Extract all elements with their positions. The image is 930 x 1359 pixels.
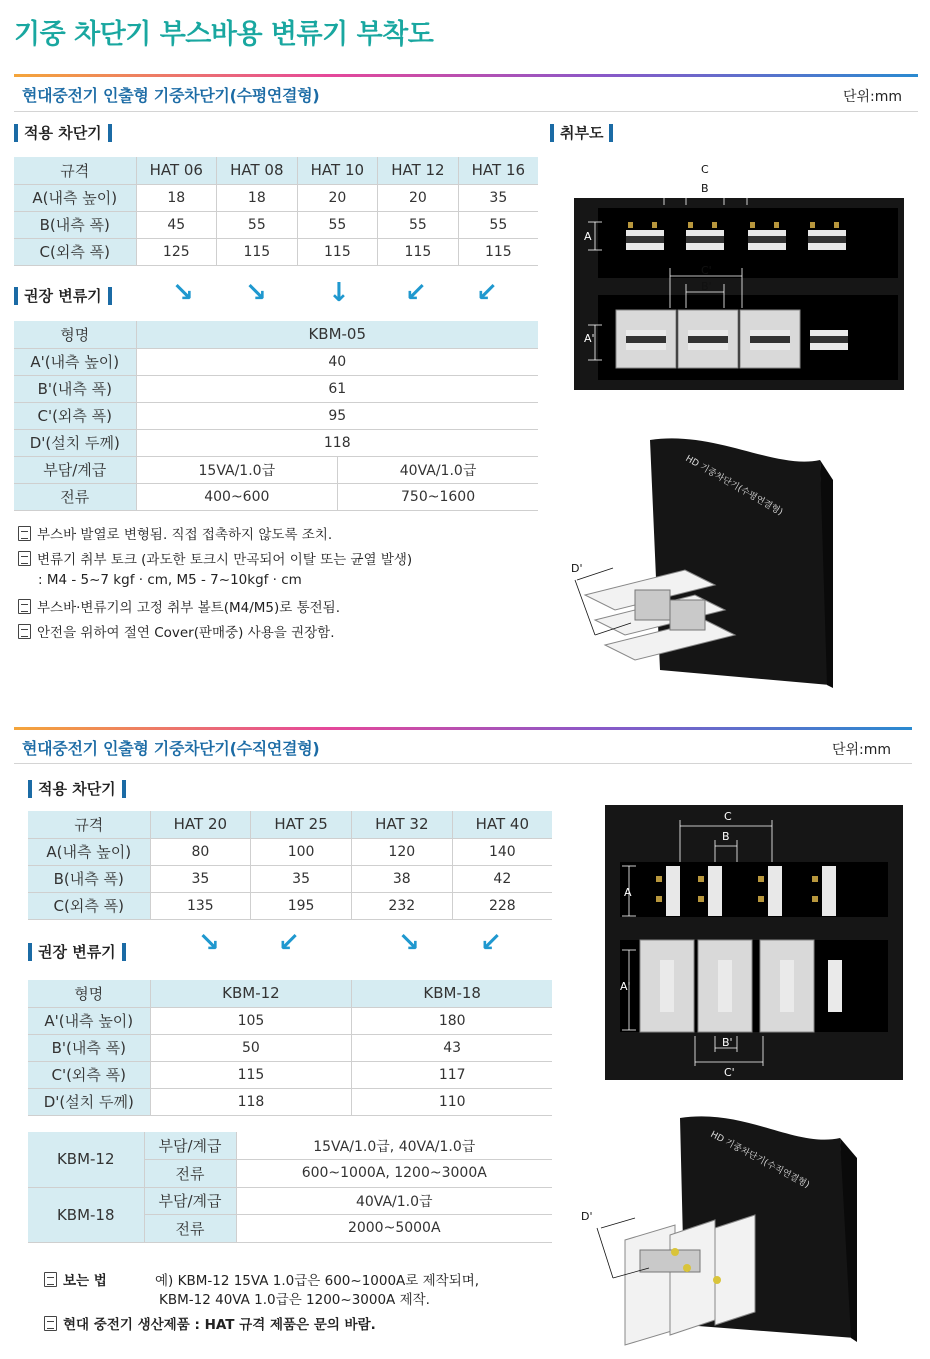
section1-title: 현대중전기 인출형 기중차단기(수평연결형): [22, 86, 320, 105]
section2-title: 현대중전기 인출형 기중차단기(수직연결형): [22, 739, 320, 758]
note-hat: 현대 중전기 생산제품 : HAT 규격 제품은 문의 바람.: [44, 1313, 376, 1333]
section1-install-front-view: [560, 160, 910, 395]
note-icon: [44, 1316, 57, 1331]
section2-install-iso-view: [575, 1100, 910, 1355]
note-icon: [44, 1272, 57, 1287]
note-example-line2: KBM-12 40VA 1.0급은 1200~3000A 제작.: [159, 1292, 430, 1308]
section2-install-front-view: [600, 800, 910, 1085]
note-item: 안전을 위하여 절연 Cover(판매중) 사용을 권장함.: [18, 621, 335, 641]
dim-b: B: [701, 182, 709, 195]
section2-unit: 단위:mm: [832, 742, 892, 758]
arrow-down-right-icon: ↘: [398, 928, 420, 958]
dim-c: C: [701, 163, 709, 176]
arrow-down-left-icon: ↙: [480, 928, 502, 958]
section2-divider: [14, 727, 912, 730]
note-torque: : M4 - 5~7 kgf · cm, M5 - 7~10kgf · cm: [38, 572, 302, 588]
arrow-down-left-icon: ↙: [405, 278, 427, 308]
dim-a: A: [584, 230, 592, 243]
section1-breaker-heading: 적용 차단기: [8, 122, 118, 143]
note-icon: [18, 624, 31, 639]
section2-spec-table: KBM-12 부담/계급 15VA/1.0급, 40VA/1.0급 전류 600~1000A, 1200~3000A KBM-18 부담/계급 40VA/1.0급 전류 2000~5000A: [28, 1132, 552, 1243]
arrow-down-left-icon: ↙: [476, 278, 498, 308]
dim-a-prime: A': [620, 980, 631, 993]
dim-d-prime: D': [571, 562, 583, 575]
arrow-down-icon: ↓: [328, 278, 350, 308]
dim-c: C: [724, 810, 732, 823]
section1-install-iso-view: [565, 420, 895, 690]
note-example: 보는 법 예) KBM-12 15VA 1.0급은 600~1000A로 제작되며,: [44, 1269, 479, 1289]
section1-divider: [14, 74, 918, 77]
note-icon: [18, 551, 31, 566]
dim-c-prime: C': [724, 1066, 735, 1079]
dim-b-prime: B': [701, 280, 712, 293]
arrow-down-left-icon: ↙: [278, 928, 300, 958]
nameplate-text: HD 기중차단기(수직연결형): [708, 1129, 811, 1191]
dim-c-prime: C': [701, 264, 712, 277]
dim-b: B: [722, 830, 730, 843]
note-item: 변류기 취부 토크 (과도한 토크시 만곡되어 이탈 또는 균열 발생): [18, 548, 412, 568]
section2-ct-table: 형명 KBM-12 KBM-18 A'(내측 높이) 105 180 B'(내측 폭) 50 43 C'(외측 폭) 115 117 D'(설치 두께) 118 110: [28, 980, 552, 1116]
dim-a-prime: A': [584, 332, 595, 345]
section1-unit: 단위:mm: [843, 89, 903, 105]
section2-breaker-table: 규격 HAT 20 HAT 25 HAT 32 HAT 40 A(내측 높이) 80 100 120 140 B(내측 폭) 35 35 38 42 C(외측 폭) 135 195 232 228: [28, 811, 552, 920]
section1-install-heading: 취부도: [544, 122, 619, 143]
section2-breaker-heading: 적용 차단기: [22, 778, 132, 799]
note-item: 부스바·변류기의 고정 취부 볼트(M4/M5)로 통전됨.: [18, 596, 340, 616]
section2-ct-heading: 권장 변류기: [22, 941, 132, 962]
nameplate-text: HD 기중차단기(수평연결형): [683, 453, 785, 518]
arrow-down-right-icon: ↘: [245, 278, 267, 308]
arrow-down-right-icon: ↘: [172, 278, 194, 308]
section1-ct-table: 형명 KBM-05 A'(내측 높이) 40 B'(내측 폭) 61 C'(외측 폭) 95 D'(설치 두께) 118 부담/계급 15VA/1.0급 40VA/1.0급 전류 400~600 750~1600: [14, 321, 538, 511]
dim-b-prime: B': [722, 1036, 733, 1049]
note-item: 부스바 발열로 변형됨. 직접 접촉하지 않도록 조치.: [18, 523, 332, 543]
arrow-down-right-icon: ↘: [198, 928, 220, 958]
section1-ct-heading: 권장 변류기: [8, 285, 118, 306]
note-icon: [18, 526, 31, 541]
note-icon: [18, 599, 31, 614]
dim-d-prime: D': [581, 1210, 593, 1223]
page-title: 기중 차단기 부스바용 변류기 부착도: [14, 19, 434, 50]
section1-breaker-table: 규격 HAT 06 HAT 08 HAT 10 HAT 12 HAT 16 A(내측 높이) 18 18 20 20 35 B(내측 폭) 45 55 55 55 55 C(외측 폭) 125 115 115 115 115: [14, 157, 538, 266]
dim-a: A: [624, 886, 632, 899]
